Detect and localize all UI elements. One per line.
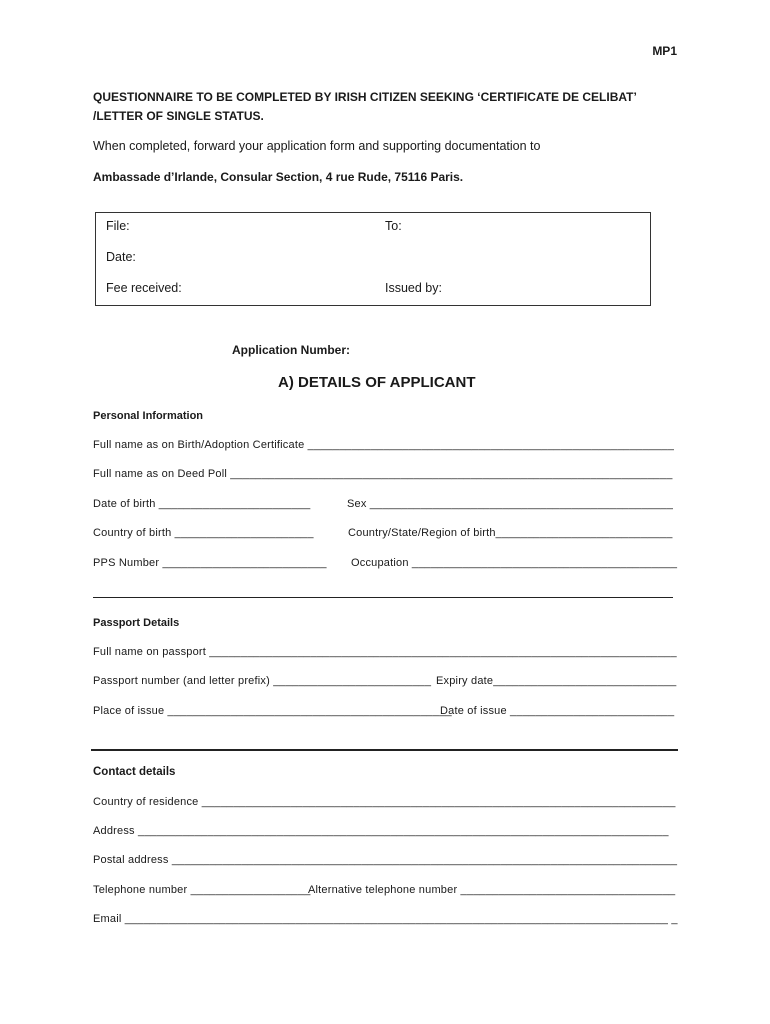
file-label: File: — [106, 219, 130, 233]
email-field[interactable]: Email ______________________________________________________________________________________ _ — [93, 913, 678, 925]
thick-divider — [91, 749, 678, 751]
occupation-field[interactable]: Occupation __________________________________________ — [351, 557, 678, 569]
alt-telephone-field[interactable]: Alternative telephone number __________________________________ — [308, 884, 676, 896]
place-of-issue-field[interactable]: Place of issue _____________________________________________ — [93, 705, 452, 717]
full-name-birth-field[interactable]: Full name as on Birth/Adoption Certificate __________________________________________________________ — [93, 439, 675, 451]
instruction-text: When completed, forward your application form and supporting documentation to — [93, 139, 541, 153]
embassy-address: Ambassade d’Irlande, Consular Section, 4 rue Rude, 75116 Paris. — [93, 170, 464, 184]
address-field[interactable]: Address ____________________________________________________________________________________ — [93, 825, 669, 837]
full-name-deed-field[interactable]: Full name as on Deed Poll ______________________________________________________________________ — [93, 468, 673, 480]
fee-received-label: Fee received: — [106, 281, 182, 295]
date-of-issue-field[interactable]: Date of issue __________________________ — [440, 705, 675, 717]
contact-details-heading: Contact details — [93, 766, 176, 778]
to-label: To: — [385, 219, 402, 233]
form-code: MP1 — [652, 44, 677, 58]
postal-address-field[interactable]: Postal address ________________________________________________________________________________ — [93, 854, 678, 866]
personal-info-heading: Personal Information — [93, 410, 204, 422]
country-of-birth-field[interactable]: Country of birth ______________________ — [93, 527, 314, 539]
form-title: QUESTIONNAIRE TO BE COMPLETED BY IRISH CITIZEN SEEKING ‘CERTIFICATE DE CELIBAT’ /LETTER OF SINGLE STATUS. — [93, 90, 637, 123]
passport-full-name-field[interactable]: Full name on passport __________________________________________________________________________ — [93, 646, 677, 658]
section-a-title: A) DETAILS OF APPLICANT — [278, 374, 476, 391]
issued-by-label: Issued by: — [385, 281, 442, 295]
passport-number-field[interactable]: Passport number (and letter prefix) _________________________ — [93, 675, 432, 687]
section-divider — [93, 597, 673, 598]
date-of-birth-field[interactable]: Date of birth ________________________ — [93, 498, 311, 510]
pps-number-field[interactable]: PPS Number __________________________ — [93, 557, 327, 569]
sex-field[interactable]: Sex ________________________________________________ — [347, 498, 674, 510]
office-use-box — [95, 212, 651, 306]
expiry-date-field[interactable]: Expiry date_____________________________ — [436, 675, 677, 687]
region-of-birth-field[interactable]: Country/State/Region of birth____________________________ — [348, 527, 673, 539]
passport-details-heading: Passport Details — [93, 617, 180, 629]
country-of-residence-field[interactable]: Country of residence ___________________________________________________________________________ — [93, 796, 676, 808]
telephone-field[interactable]: Telephone number ___________________ — [93, 884, 311, 896]
application-number-label: Application Number: — [232, 343, 351, 357]
date-label: Date: — [106, 250, 136, 264]
